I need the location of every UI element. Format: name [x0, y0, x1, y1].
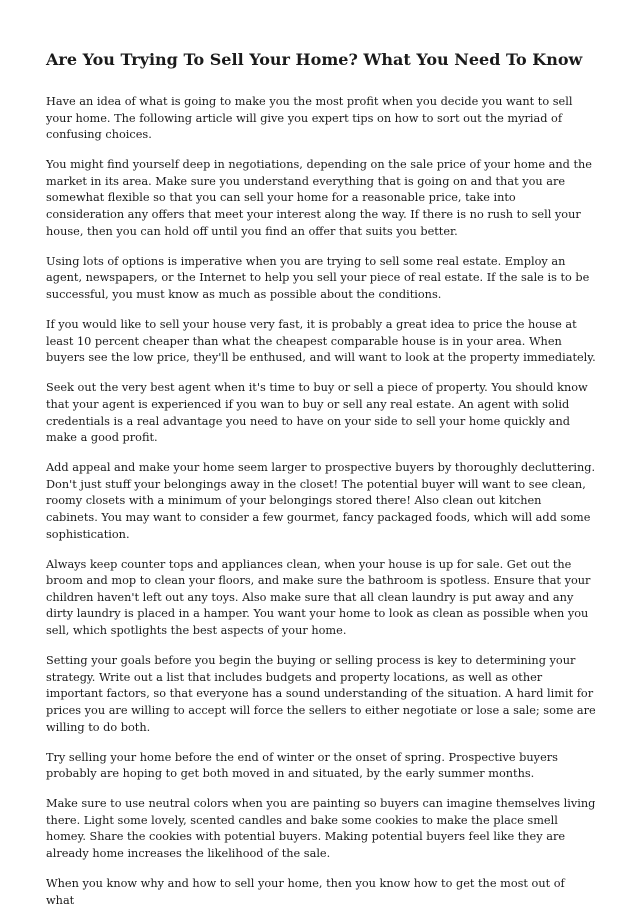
paragraph-1: Have an idea of what is going to make you the most profit when you decide you want to sell your home. The following article will give you expert tips on how to sort out the myriad of confusing choices. — [46, 95, 573, 142]
paragraph-5: Seek out the very best agent when it's time to buy or sell a piece of property. You should know that your agent is experienced if you wan to buy or sell any real estate. An agent with solid credentials is a real advantage you need to have on your side to sell your home quickly and make a good profit. — [46, 381, 588, 445]
document-title: Are You Trying To Sell Your Home? What You Need To Know — [46, 50, 583, 69]
paragraph-3: Using lots of options is imperative when you are trying to sell some real estate. Employ an agent, newspapers, or the Internet to help you sell your piece of real estate. If the sale is to be successful, you must know as much as possible about the conditions. — [46, 254, 590, 301]
paragraph-2: You might find yourself deep in negotiations, depending on the sale price of your home and the market in its area. Make sure you understand everything that is going on and that you are somewhat flexible so that you can sell your home for a reasonable price, take into consideration any offers that meet your interest along the way. If there is no rush to sell your house, then you can hold off until you find an offer that suits you better. — [46, 158, 592, 238]
paragraph-6: Add appeal and make your home seem larger to prospective buyers by thoroughly decluttering. Don't just stuff your belongings away in the closet! The potential buyer will want to see clean, roomy closets with a minimum of your belongings stored there! Also clean out kitchen cabinets. You may want to consider a few gourmet, fancy packaged foods, which will add some sophistication. — [46, 461, 596, 541]
paragraph-7: Always keep counter tops and appliances clean, when your house is up for sale. Get out the broom and mop to clean your floors, and make sure the bathroom is spotless. Ensure that your children haven't left out any toys. Also make sure that all clean laundry is put away and any dirty laundry is placed in a hamper. You want your home to look as clean as possible when you sell, which spotlights the best aspects of your home. — [46, 557, 591, 638]
paragraph-8: Setting your goals before you begin the buying or selling process is key to determining your strategy. Write out a list that includes budgets and property locations, as well as other important factors, so that everyone has a sound understanding of the situation. A hard limit for prices you are willing to accept will force the sellers to either negotiate or lose a sale; some are willing to do both. — [46, 654, 596, 734]
paragraph-10: Make sure to use neutral colors when you are painting so buyers can imagine themselves living there. Light some lovely, scented candles and bake some cookies to make the place smell homey. Share the cookies with potential buyers. Making potential buyers feel like they are already home increases the likelihood of the sale. — [46, 797, 596, 861]
paragraph-11: When you know why and how to sell your home, then you know how to get the most out of what — [46, 877, 565, 907]
paragraph-4: If you would like to sell your house very fast, it is probably a great idea to price the house at least 10 percent cheaper than what the cheapest comparable house is in your area. When buyers see the low price, they'll be enthused, and will want to look at the property immediately. — [46, 318, 596, 365]
document-page — [46, 48, 596, 923]
paragraph-9: Try selling your home before the end of winter or the onset of spring. Prospective buyers probably are hoping to get both moved in and situated, by the early summer months. — [46, 750, 558, 781]
